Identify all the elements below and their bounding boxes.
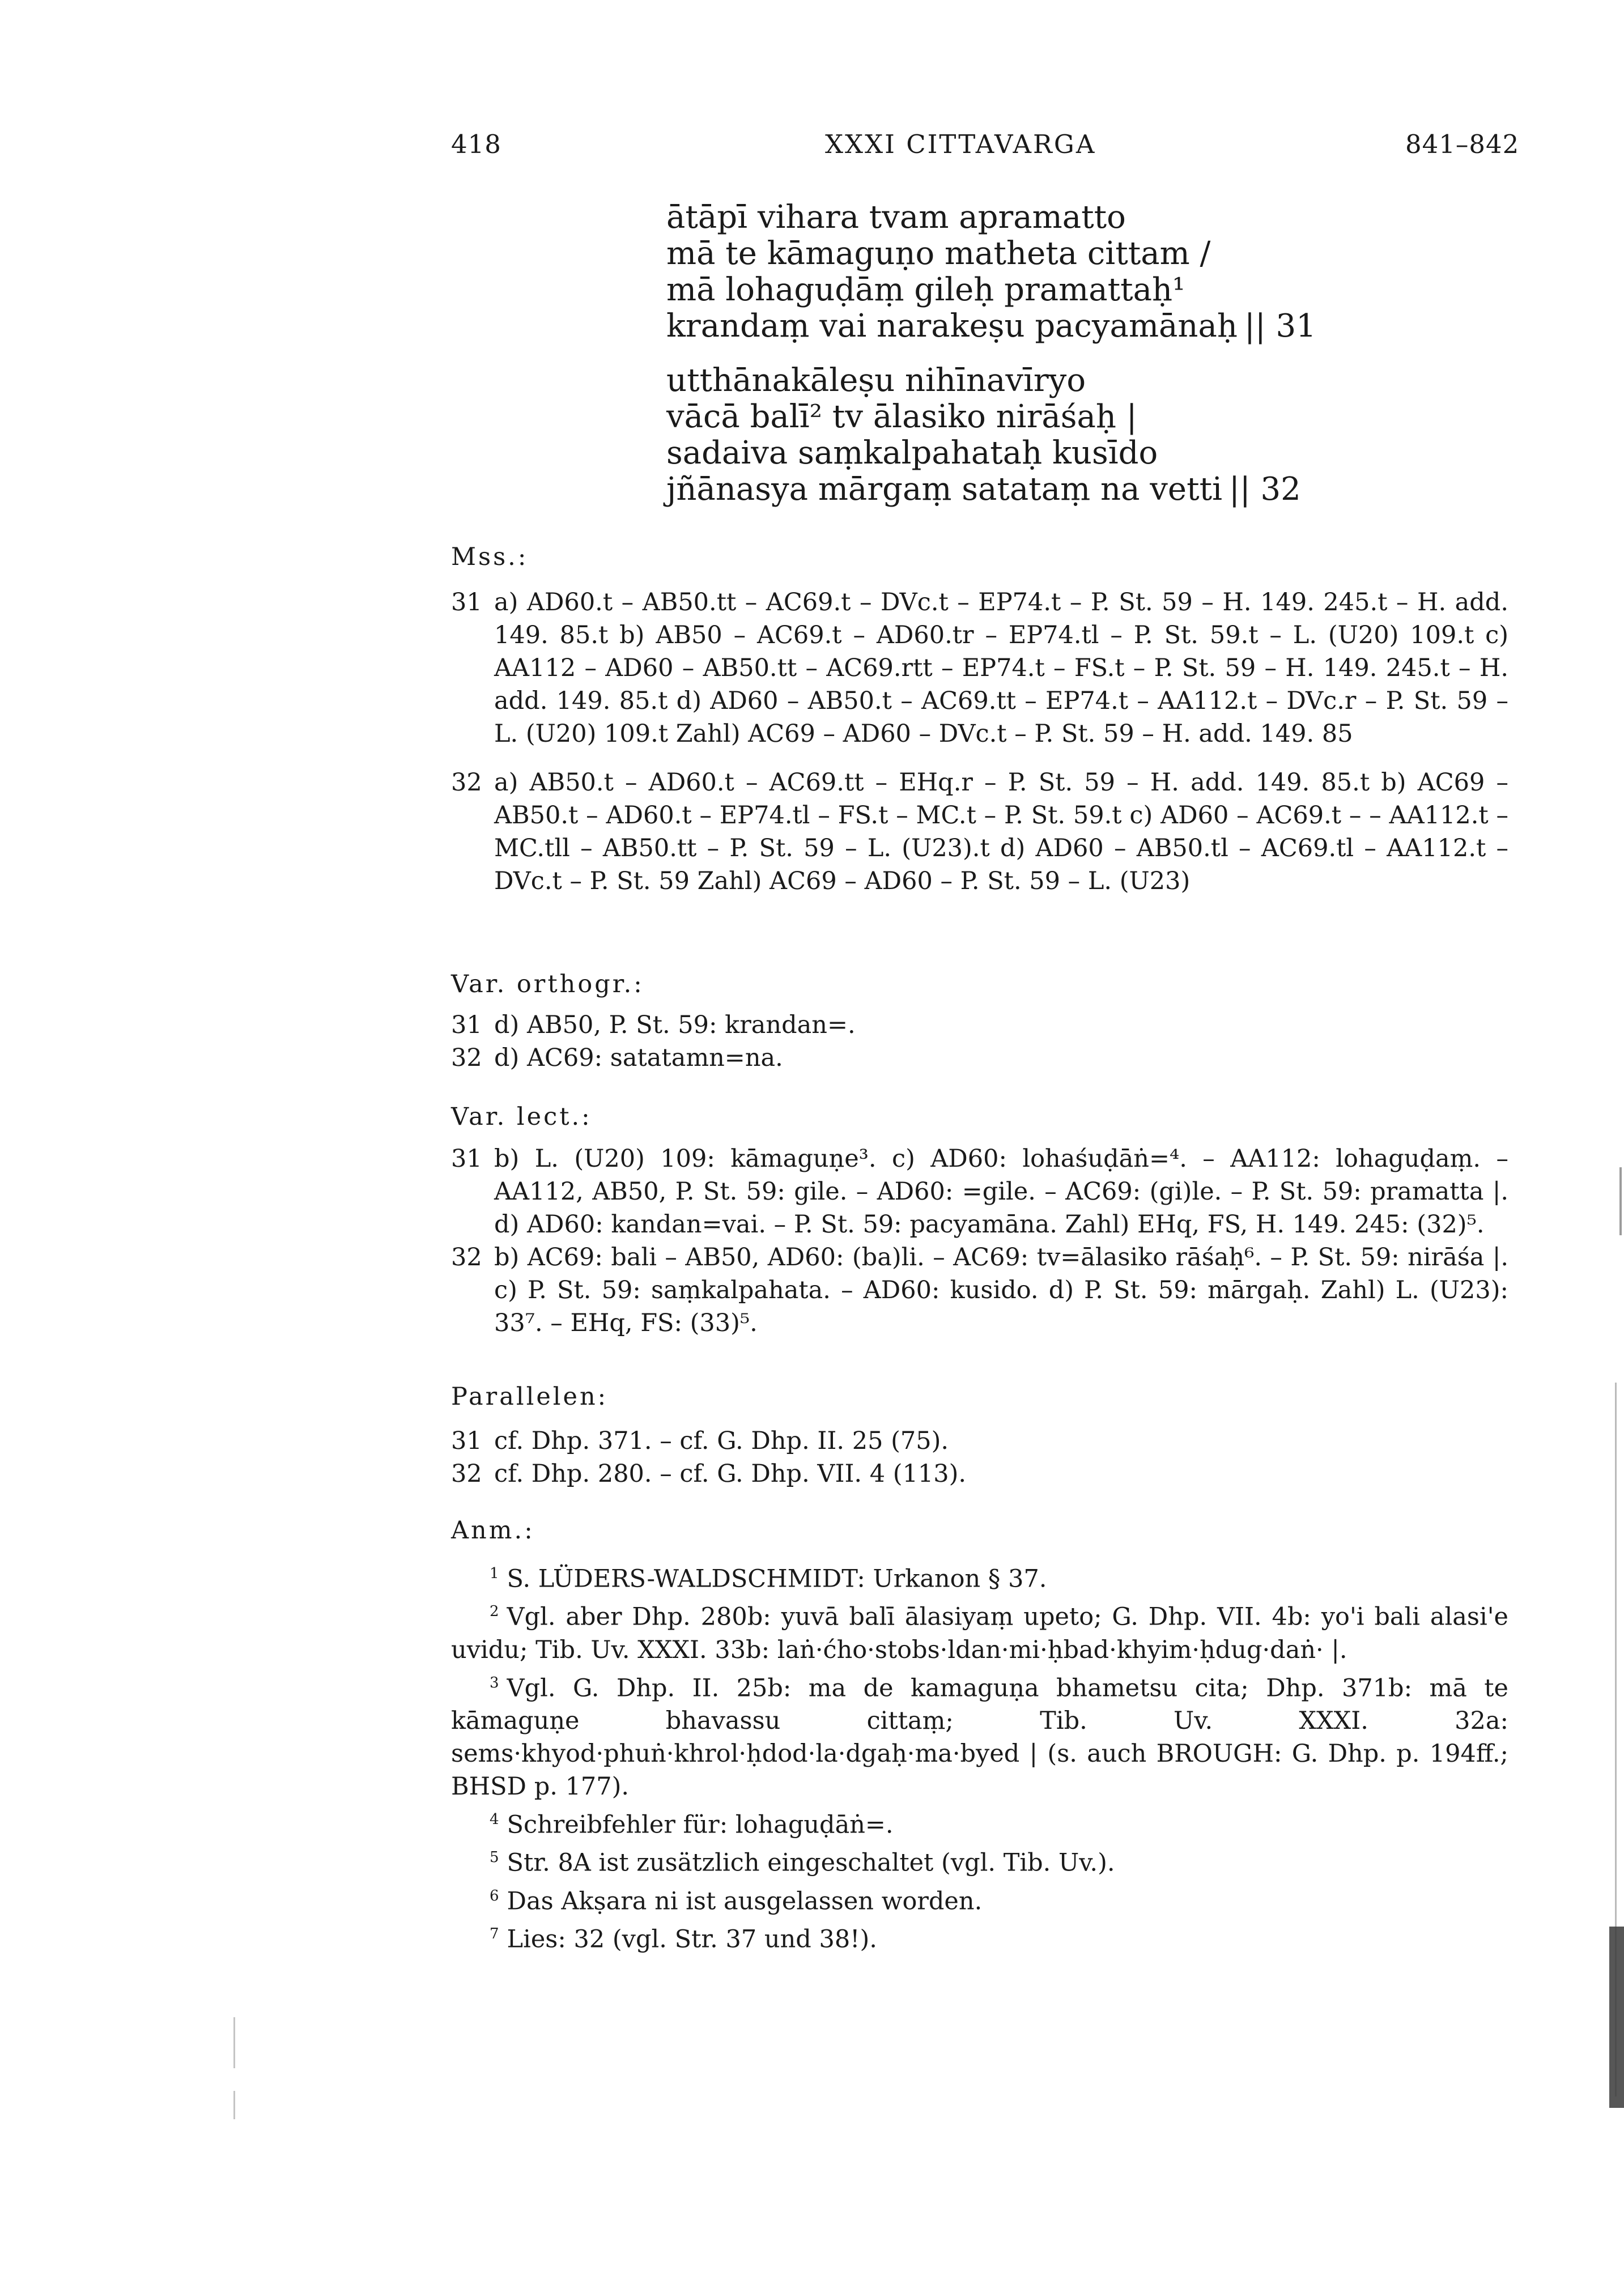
parallelen-heading: Parallelen: xyxy=(451,1383,609,1411)
var-orthogr-apparatus xyxy=(451,1009,1508,1074)
var-lect-heading: Var. lect.: xyxy=(451,1103,592,1131)
footnote-text: Lies: 32 (vgl. Str. 37 und 38!). xyxy=(507,1925,877,1954)
footnote-text: Vgl. G. Dhp. II. 25b: ma de kamaguṇa bhametsu cita; Dhp. 371b: mā te kāmaguṇe bhavassu cittaṃ; Tib. Uv. XXXI. 32a: sems·khyod·phuṅ·khrol·ḥdod·la·dgaḥ·ma·byed | (s. auch BROUGH: G. Dhp. p. 194ff.; BHSD p. 177). xyxy=(451,1673,1508,1801)
verse-line: sadaiva saṃkalpahataḥ kusīdo xyxy=(666,435,1158,471)
footnote-mark: 5 xyxy=(490,1849,499,1866)
var-orthogr-heading: Var. orthogr.: xyxy=(451,970,644,998)
verse-line: mā te kāmaguṇo matheta cittam / xyxy=(666,235,1211,272)
footnote-mark: 3 xyxy=(490,1674,499,1691)
entry-number: 32 xyxy=(451,1460,482,1488)
apparatus-entry xyxy=(451,1041,1508,1074)
entry-text: d) AB50, P. St. 59: krandan=. xyxy=(494,1011,856,1039)
footnote xyxy=(451,1803,1508,1841)
apparatus-entry xyxy=(451,1241,1508,1340)
verse-line-text: jñānasya mārgaṃ satataṃ na vetti xyxy=(666,471,1222,508)
entry-number: 32 xyxy=(451,1044,482,1072)
verse-line: vācā balī² tv ālasiko nirāśaḥ | xyxy=(666,398,1137,435)
footnote xyxy=(451,1595,1508,1666)
footnote-mark: 7 xyxy=(490,1925,499,1942)
mss-heading: Mss.: xyxy=(451,543,529,571)
apparatus-entry xyxy=(451,1457,1508,1490)
footnote xyxy=(451,1557,1508,1595)
mss-apparatus xyxy=(451,586,1508,898)
verse-line-text: krandaṃ vai narakeṣu pacyamānaḥ xyxy=(666,308,1238,345)
entry-number: 31 xyxy=(451,1145,482,1173)
footnote-mark: 4 xyxy=(490,1810,499,1828)
entry-text: b) L. (U20) 109: kāmaguṇe³. c) AD60: lohaśuḍāṅ=⁴. – AA112: lohaguḍaṃ. – AA112, AB50, P. St. 59: gile. – AD60: =gile. – AC69: (gi)le. – P. St. 59: pramatta |. d) AD60: kandan=vai. – P. St. 59: pacyamāna. Zahl) EHq, FS, H. 149. 245: (32)⁵. xyxy=(494,1145,1508,1239)
verse-31 xyxy=(666,199,1316,345)
entry-text: d) AC69: satatamn=na. xyxy=(494,1044,783,1072)
running-title: XXXI CITTAVARGA xyxy=(825,129,1096,159)
entry-text: a) AB50.t – AD60.t – AC69.tt – EHq.r – P. St. 59 – H. add. 149. 85.t b) AC69 – AB50.t – AD60.t – EP74.tl – FS.t – MC.t – P. St. 59.t c) AD60 – AC69.t – – AA112.t – MC.tll – AB50.tt – P. St. 59 – L. (U23).t d) AD60 – AB50.tl – AC69.tl – AA112.t – DVc.t – P. St. 59 Zahl) AC69 – AD60 – P. St. 59 – L. (U23) xyxy=(494,768,1508,895)
verse-number: || 32 xyxy=(1228,471,1301,508)
scan-margin-tick xyxy=(233,2017,235,2068)
footnote-text: Str. 8A ist zusätzlich eingeschaltet (vgl. Tib. Uv.). xyxy=(507,1848,1115,1877)
entry-text: cf. Dhp. 371. – cf. G. Dhp. II. 25 (75). xyxy=(494,1427,949,1455)
scan-edge-mark xyxy=(1619,1167,1622,1235)
verse-line: mā lohaguḍāṃ gileḥ pramattaḥ¹ xyxy=(666,271,1185,308)
apparatus-entry xyxy=(451,1142,1508,1241)
apparatus-entry xyxy=(451,1425,1508,1457)
footnote-text: Das Akṣara ni ist ausgelassen worden. xyxy=(507,1886,983,1915)
apparatus-entry xyxy=(451,766,1508,898)
footnote-mark: 1 xyxy=(490,1565,499,1582)
entry-number: 32 xyxy=(451,1243,482,1272)
footnote-text: S. LÜDERS-WALDSCHMIDT: Urkanon § 37. xyxy=(507,1564,1047,1593)
footnote-mark: 6 xyxy=(490,1887,499,1904)
footnote-text: Schreibfehler für: lohaguḍāṅ=. xyxy=(507,1810,894,1839)
page-number: 418 xyxy=(451,129,501,159)
entry-text: b) AC69: bali – AB50, AD60: (ba)li. – AC69: tv=ālasiko rāśaḥ⁶. – P. St. 59: nirāśa |. c) P. St. 59: saṃkalpahata. – AD60: kusido. d) P. St. 59: mārgaḥ. Zahl) L. (U23): 33⁷. – EHq, FS: (33)⁵. xyxy=(494,1243,1508,1337)
entry-number: 31 xyxy=(451,1427,482,1455)
verse-line: ātāpī vihara tvam apramatto xyxy=(666,199,1126,236)
verse-range: 841–842 xyxy=(1405,129,1520,159)
entry-number: 31 xyxy=(451,588,482,616)
verse-line-last xyxy=(666,308,1316,345)
footnote xyxy=(451,1880,1508,1917)
footnote xyxy=(451,1917,1508,1955)
entry-text: a) AD60.t – AB50.tt – AC69.t – DVc.t – EP74.t – P. St. 59 – H. 149. 245.t – H. add. 149. 85.t b) AB50 – AC69.t – AD60.tr – EP74.tl – P. St. 59.t – L. (U20) 109.t c) AA112 – AD60 – AB50.tt – AC69.rtt – EP74.t – FS.t – P. St. 59 – H. 149. 245.t – H. add. 149. 85.t d) AD60 – AB50.t – AC69.tt – EP74.t – AA112.t – DVc.r – P. St. 59 – L. (U20) 109.t Zahl) AC69 – AD60 – DVc.t – P. St. 59 – H. add. 149. 85 xyxy=(494,588,1508,748)
anm-heading: Anm.: xyxy=(451,1516,535,1545)
parallelen-apparatus xyxy=(451,1425,1508,1490)
verse-number: || 31 xyxy=(1244,308,1316,345)
scan-margin-tick xyxy=(233,2091,235,2119)
verse-32 xyxy=(666,363,1301,508)
entry-number: 32 xyxy=(451,768,482,797)
var-lect-apparatus xyxy=(451,1142,1508,1340)
footnote xyxy=(451,1666,1508,1803)
footnotes xyxy=(451,1557,1508,1955)
verse-line-last xyxy=(666,471,1301,508)
entry-number: 31 xyxy=(451,1011,482,1039)
apparatus-entry xyxy=(451,1009,1508,1041)
footnote-text: Vgl. aber Dhp. 280b: yuvā balī ālasiyaṃ upeto; G. Dhp. VII. 4b: yo'i bali alasi'e uvidu; Tib. Uv. XXXI. 33b: laṅ·ćho·stobs·ldan·mi·ḥbad·khyim·ḥdug·daṅ· |. xyxy=(451,1602,1508,1664)
verse-line: utthānakāleṣu nihīnavīryo xyxy=(666,362,1086,399)
entry-text: cf. Dhp. 280. – cf. G. Dhp. VII. 4 (113). xyxy=(494,1460,967,1488)
scan-edge-bar xyxy=(1609,1927,1624,2108)
footnote-mark: 2 xyxy=(490,1603,499,1621)
footnote xyxy=(451,1841,1508,1879)
apparatus-entry xyxy=(451,586,1508,750)
